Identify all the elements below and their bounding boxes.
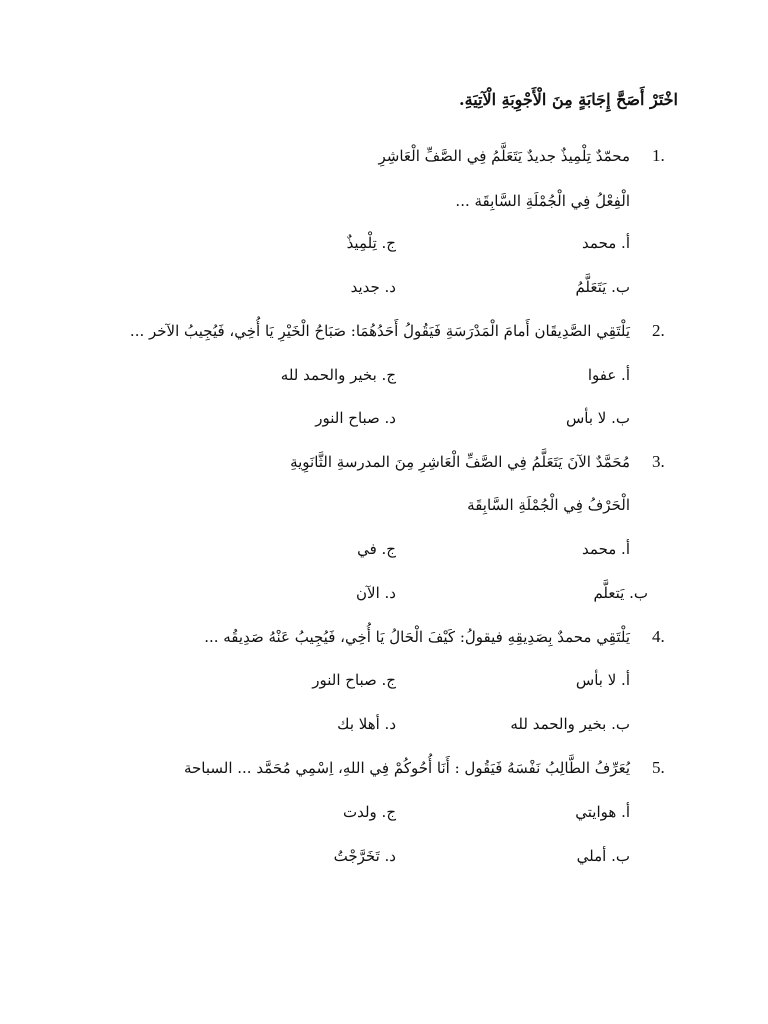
question-text: يَلْتَقِي الصَّدِيقَان أَمامَ الْمَدْرَسَةِ فَيَقُولُ أَحَدُهُمَا: صَبَاحُ الْخَيْرِ يَا أُخِي، فَيُجِيبُ الآخر ... (129, 322, 630, 340)
option-a[interactable]: أ. محمد (582, 540, 630, 558)
option-d[interactable]: د. الآن (356, 584, 396, 602)
option-d[interactable]: د. جديد (350, 278, 396, 296)
option-d[interactable]: د. أهلا بك (337, 715, 396, 733)
question-number: 1. (652, 146, 665, 165)
option-b[interactable]: ب. يَتعلَّم (593, 584, 648, 602)
option-a[interactable]: أ. لا بأس (575, 671, 630, 689)
option-a[interactable]: أ. عفوا (587, 366, 630, 384)
option-c[interactable]: ج. بخير والحمد لله (280, 366, 396, 384)
question-text: مُحَمَّدٌ الآنَ يَتَعَلَّمُ فِي الصَّفِّ الْعَاشِرِ مِنَ المدرسةِ الثَّانَوِيةِ (290, 453, 630, 471)
option-b[interactable]: ب. أملي (576, 847, 630, 865)
option-a[interactable]: أ. محمد (582, 234, 630, 252)
option-d[interactable]: د. صباح النور (315, 409, 396, 427)
question-number: 5. (652, 758, 665, 777)
question-number: 4. (652, 627, 665, 646)
option-c[interactable]: ج. في (357, 540, 396, 558)
option-c[interactable]: ج. صباح النور (312, 671, 396, 689)
question-text: يَلْتَقِي محمدٌ بِصَدِيقِهِ فيقولُ: كَيْفَ الْحَالُ يَا أُخِي، فَيُجِيبُ عَنْهُ صَدِيقُه ... (204, 628, 630, 646)
option-b[interactable]: ب. بخير والحمد لله (510, 715, 630, 733)
option-a[interactable]: أ. هوايتي (575, 803, 630, 821)
option-d[interactable]: د. تَخَرَّجْتُ (333, 847, 396, 865)
question-number: 2. (652, 321, 665, 340)
question-subtext: الْحَرْفُ فِي الْجُمْلَةِ السَّابِقَة (467, 496, 630, 514)
question-subtext: الْفِعْلُ فِي الْجُمْلَةِ السَّابِقَة ... (455, 192, 630, 210)
instruction-heading: اخْتَرْ أَصَحَّ إِجَابَةٍ مِنَ الْأَجْوِبَةِ الْآتِيَةِ. (459, 90, 678, 109)
option-b[interactable]: ب. يَتَعَلَّمُ (575, 278, 630, 296)
option-b[interactable]: ب. لا بأس (565, 409, 630, 427)
question-text: محمّدٌ تِلْمِيذٌ جديدٌ يَتَعَلَّمُ فِي الصَّفِّ الْعَاشِرِ (378, 147, 630, 165)
question-number: 3. (652, 452, 665, 471)
option-c[interactable]: ج. تِلْمِيذٌ (346, 234, 396, 252)
question-text: يُعَرِّفُ الطَّالِبُ نَفْسَهُ فَيَقُول : أَنَا أُحُوكُمْ فِي اللهِ، اِسْمِي مُحَمَّد ... السباحة (183, 759, 630, 777)
option-c[interactable]: ج. ولدت (342, 803, 396, 821)
